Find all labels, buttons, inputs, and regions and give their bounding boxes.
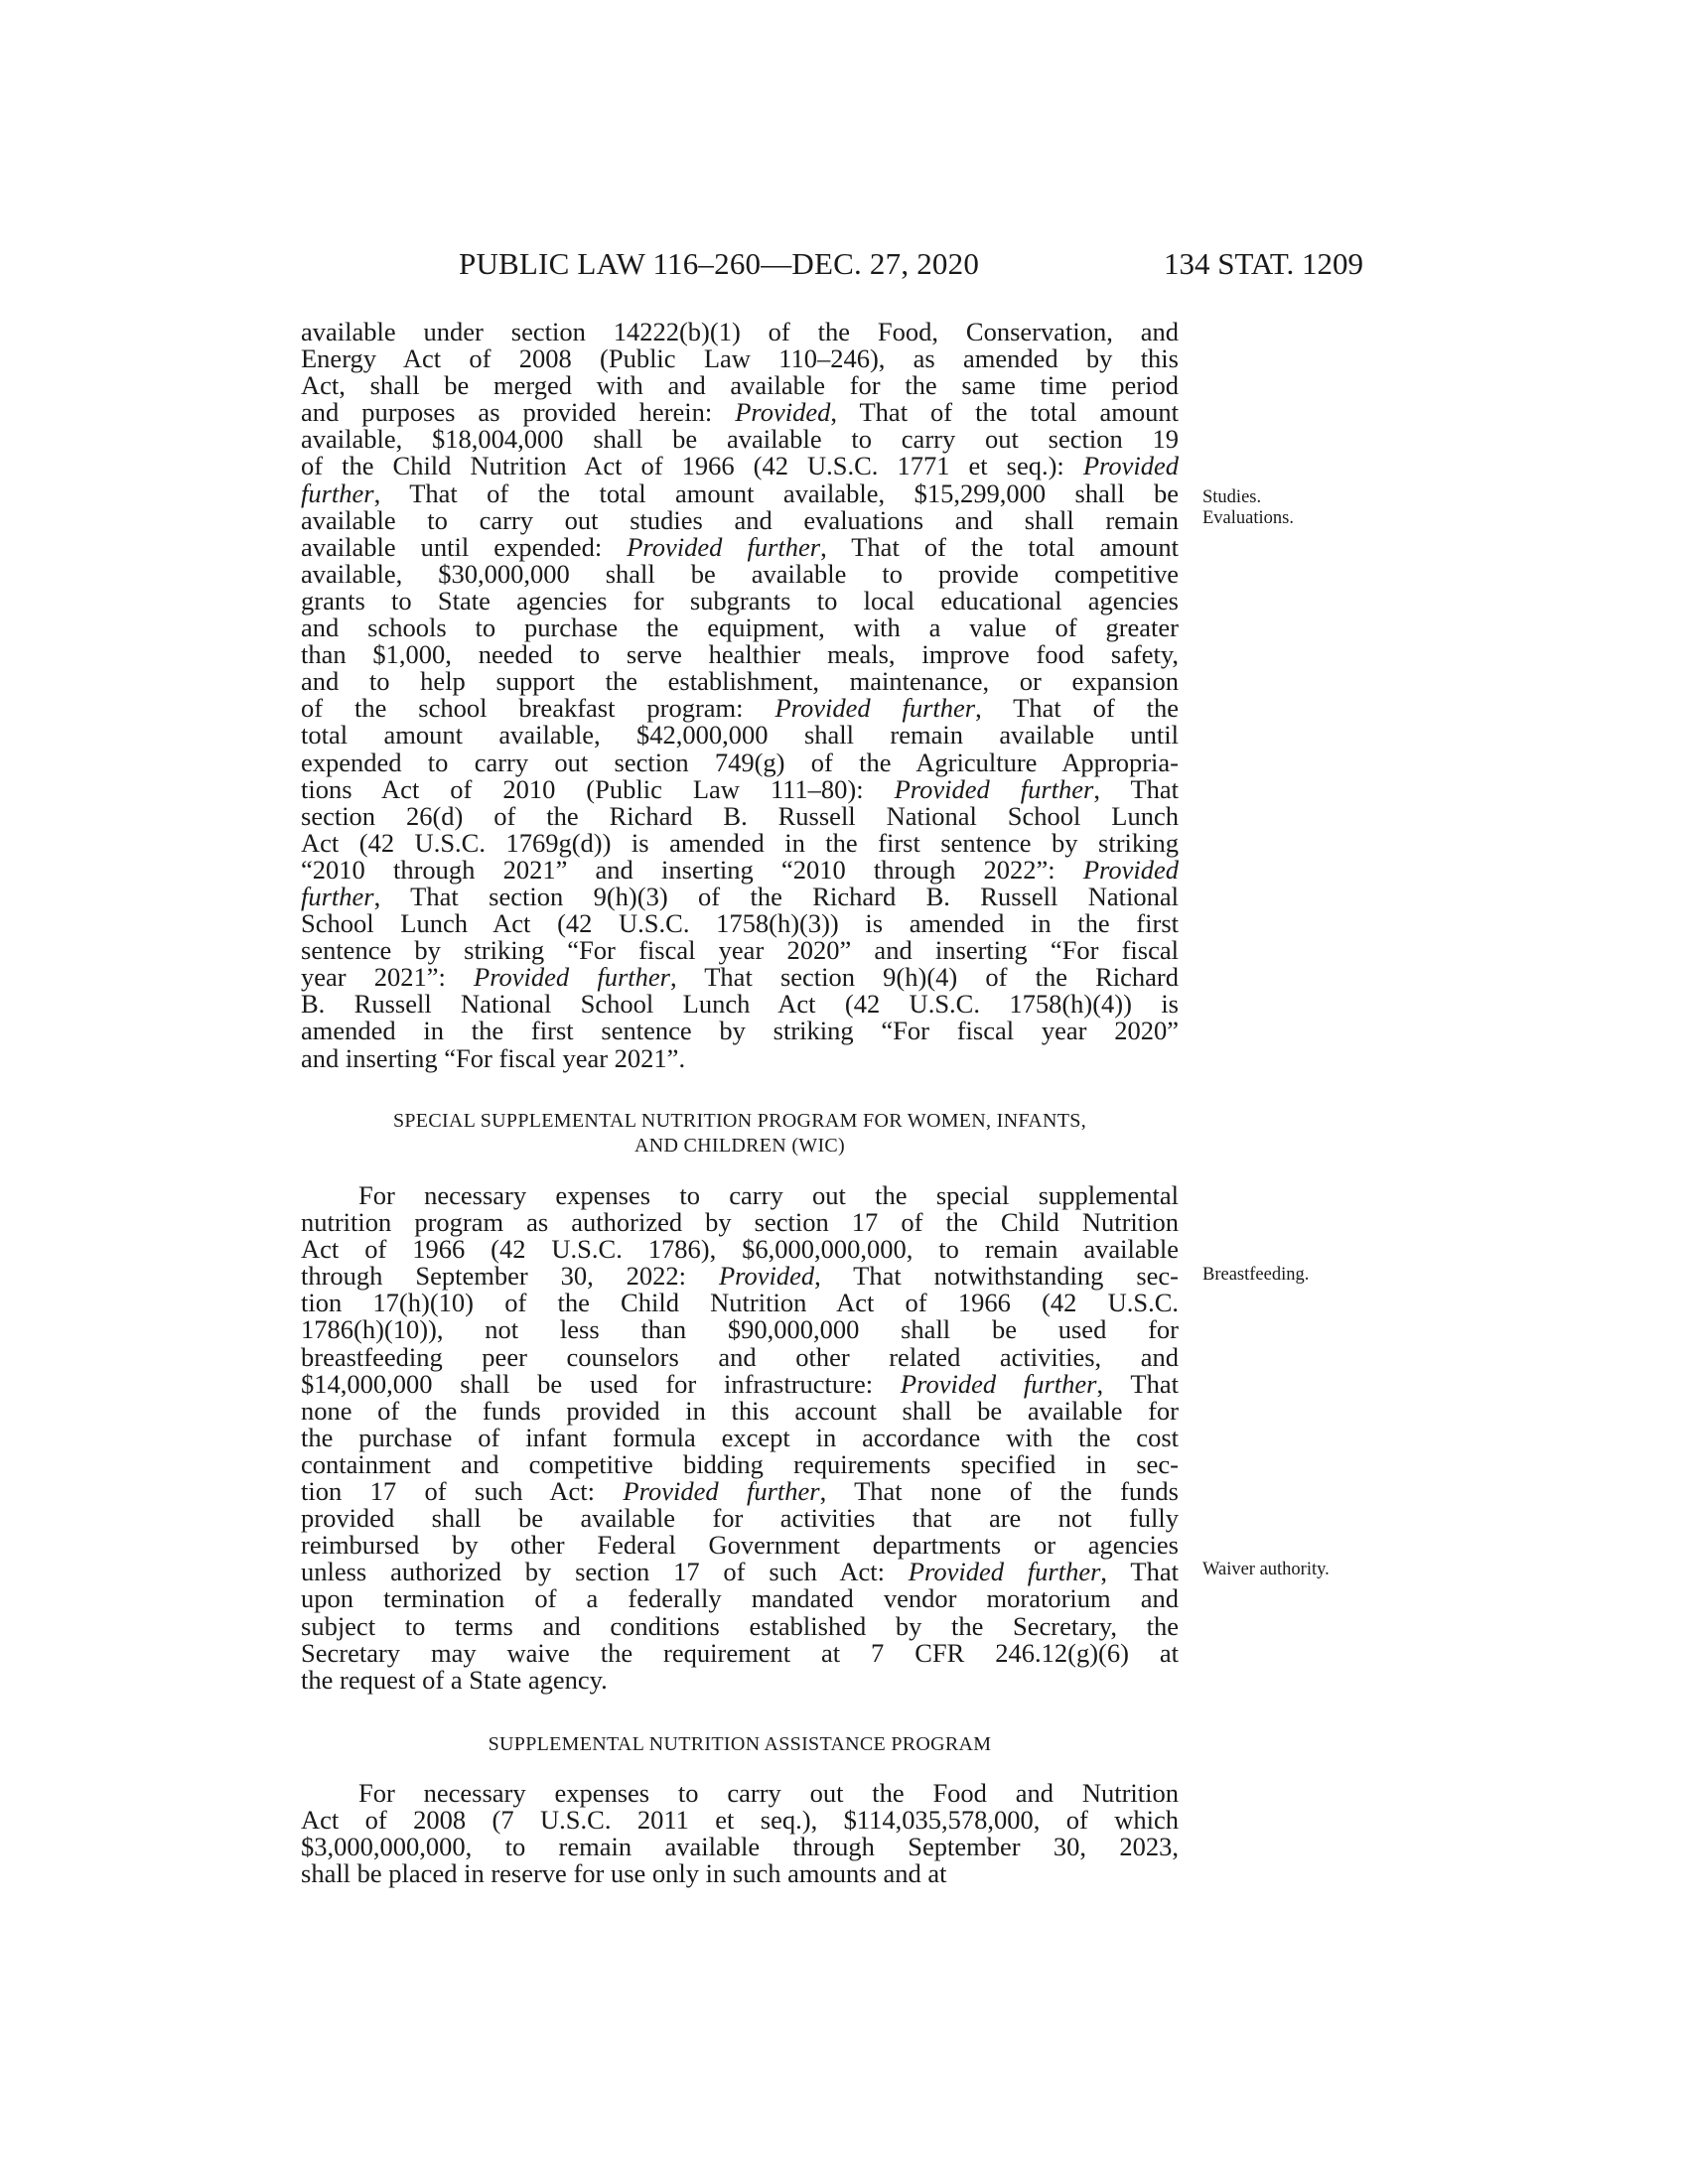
proviso-italic: Provided [1082,854,1179,885]
text-line: and inserting “For fiscal year 2021”. [301,1042,686,1073]
text-line: Act of 1966 (42 U.S.C. 1786), $6,000,000,000, to remain available [301,1234,1179,1265]
page-header-title: PUBLIC LAW 116–260—DEC. 27, 2020 [459,246,980,281]
text-line: available under section 14222(b)(1) of the Food, Conservation, and [301,317,1179,346]
margin-note-breastfeeding: Breastfeeding. [1202,1265,1310,1285]
text-line: amended in the first sentence by striking “For fiscal year 2020” [301,1016,1179,1046]
text-line: through September 30, 2022: Provided, That notwithstanding sec- [301,1261,1179,1292]
text-line: of the Child Nutrition Act of 1966 (42 U.S.C. 1771 et seq.): Provided [301,451,1179,481]
text-line: and to help support the establishment, maintenance, or expansion [301,666,1179,697]
text-line: Act, shall be merged with and available for the same time period [301,370,1179,401]
proviso-italic: Provided [1082,451,1179,481]
margin-note-evaluations: Evaluations. [1202,508,1294,528]
text-line: B. Russell National School Lunch Act (42 U.S.C. 1758(h)(4)) is [301,989,1179,1020]
margin-note-studies: Studies. [1202,487,1262,507]
text-line: Energy Act of 2008 (Public Law 110–246), as amended by this [301,343,1179,374]
paragraph-nslp-continuation [301,319,1179,1072]
text-line: year 2021”: Provided further, That section 9(h)(4) of the Richard [301,962,1180,993]
section-heading-wic-line1: SPECIAL SUPPLEMENTAL NUTRITION PROGRAM FOR WOMEN, INFANTS, [392,1110,1087,1132]
text-line: School Lunch Act (42 U.S.C. 1758(h)(3)) is amended in the first [301,908,1179,939]
proviso-italic: Provided further [627,531,821,562]
text-line: available, $30,000,000 shall be available to provide competitive [301,558,1179,589]
text-line: $14,000,000 shall be used for infrastructure: Provided further, That [301,1368,1179,1399]
text-line: shall be placed in reserve for use only in such amounts and at [301,1858,947,1889]
proviso-italic: Provided further [900,1368,1097,1399]
text-line: and purposes as provided herein: Provided, That of the total amount [301,397,1180,428]
text-line: available, $18,004,000 shall be available to carry out section 19 [301,424,1179,455]
text-line: expended to carry out section 749(g) of the Agriculture Appropria- [301,747,1179,777]
text-line: available to carry out studies and evaluations and shall remain [301,504,1179,535]
page-header-stat: 134 STAT. 1209 [1163,246,1363,281]
text-line: tions Act of 2010 (Public Law 111–80): Provided further, That [301,773,1180,804]
proviso-italic: Provided further [774,693,976,724]
text-line: further, That of the total amount available, $15,299,000 shall be [301,478,1179,508]
text-line: the purchase of infant formula except in accordance with the cost [301,1422,1179,1452]
text-line: sentence by striking “For fiscal year 2020” and inserting “For fiscal [301,935,1179,966]
text-line: total amount available, $42,000,000 shall remain available until [301,720,1179,751]
text-line: For necessary expenses to carry out the special supplemental [358,1180,1179,1210]
text-line: of the school breakfast program: Provided further, That of the [301,693,1180,724]
text-line: provided shall be available for activities that are not fully [301,1503,1179,1534]
text-line: $3,000,000,000, to remain available through September 30, 2023, [301,1832,1179,1862]
text-line: tion 17(h)(10) of the Child Nutrition Act of 1966 (42 U.S.C. [301,1288,1179,1318]
text-line: containment and competitive bidding requirements specified in sec- [301,1448,1179,1479]
section-heading-snap: SUPPLEMENTAL NUTRITION ASSISTANCE PROGRAM [488,1733,992,1755]
text-line: further, That section 9(h)(3) of the Richard B. Russell National [301,881,1179,911]
text-line: “2010 through 2021” and inserting “2010 through 2022”: Provided [301,854,1179,885]
proviso-italic: Provided further [474,962,670,993]
text-line: the request of a State agency. [301,1664,608,1695]
text-line: unless authorized by section 17 of such Act: Provided further, That [301,1557,1179,1587]
text-line: none of the funds provided in this account shall be available for [301,1395,1179,1426]
text-line: Act (42 U.S.C. 1769g(d)) is amended in the first sentence by striking [301,827,1179,858]
text-line: Secretary may waive the requirement at 7 CFR 246.12(g)(6) at [301,1637,1179,1668]
text-line: For necessary expenses to carry out the Food and Nutrition [358,1778,1179,1808]
proviso-italic: further [301,478,374,508]
section-heading-wic [301,1109,1179,1159]
paragraph-snap [301,1780,1179,1887]
proviso-italic: Provided further [894,773,1094,804]
text-line: nutrition program as authorized by section 17 of the Child Nutrition [301,1207,1179,1238]
proviso-italic: Provided [735,397,831,428]
text-line: grants to State agencies for subgrants to local educational agencies [301,585,1179,615]
text-line: available until expended: Provided further, That of the total amount [301,531,1180,562]
proviso-italic: Provided further [908,1557,1101,1587]
text-line: section 26(d) of the Richard B. Russell National School Lunch [301,800,1179,831]
text-line: breastfeeding peer counselors and other related activities, and [301,1341,1179,1372]
proviso-italic: Provided [718,1261,815,1292]
paragraph-wic [301,1182,1179,1694]
proviso-italic: further [301,881,374,911]
text-line: tion 17 of such Act: Provided further, That none of the funds [301,1476,1179,1507]
text-line: 1786(h)(10)), not less than $90,000,000 shall be used for [301,1314,1179,1345]
margin-note-waiver-authority: Waiver authority. [1202,1560,1330,1579]
text-line: upon termination of a federally mandated vendor moratorium and [301,1583,1179,1614]
text-line: Act of 2008 (7 U.S.C. 2011 et seq.), $114,035,578,000, of which [301,1805,1179,1836]
section-heading-wic-line2: AND CHILDREN (WIC) [633,1135,846,1157]
text-line: and schools to purchase the equipment, with a value of greater [301,613,1179,643]
text-line: reimbursed by other Federal Government departments or agencies [301,1530,1179,1561]
proviso-italic: Provided further [623,1476,820,1507]
text-line: subject to terms and conditions established by the Secretary, the [301,1610,1179,1641]
text-line: than $1,000, needed to serve healthier meals, improve food safety, [301,639,1179,670]
